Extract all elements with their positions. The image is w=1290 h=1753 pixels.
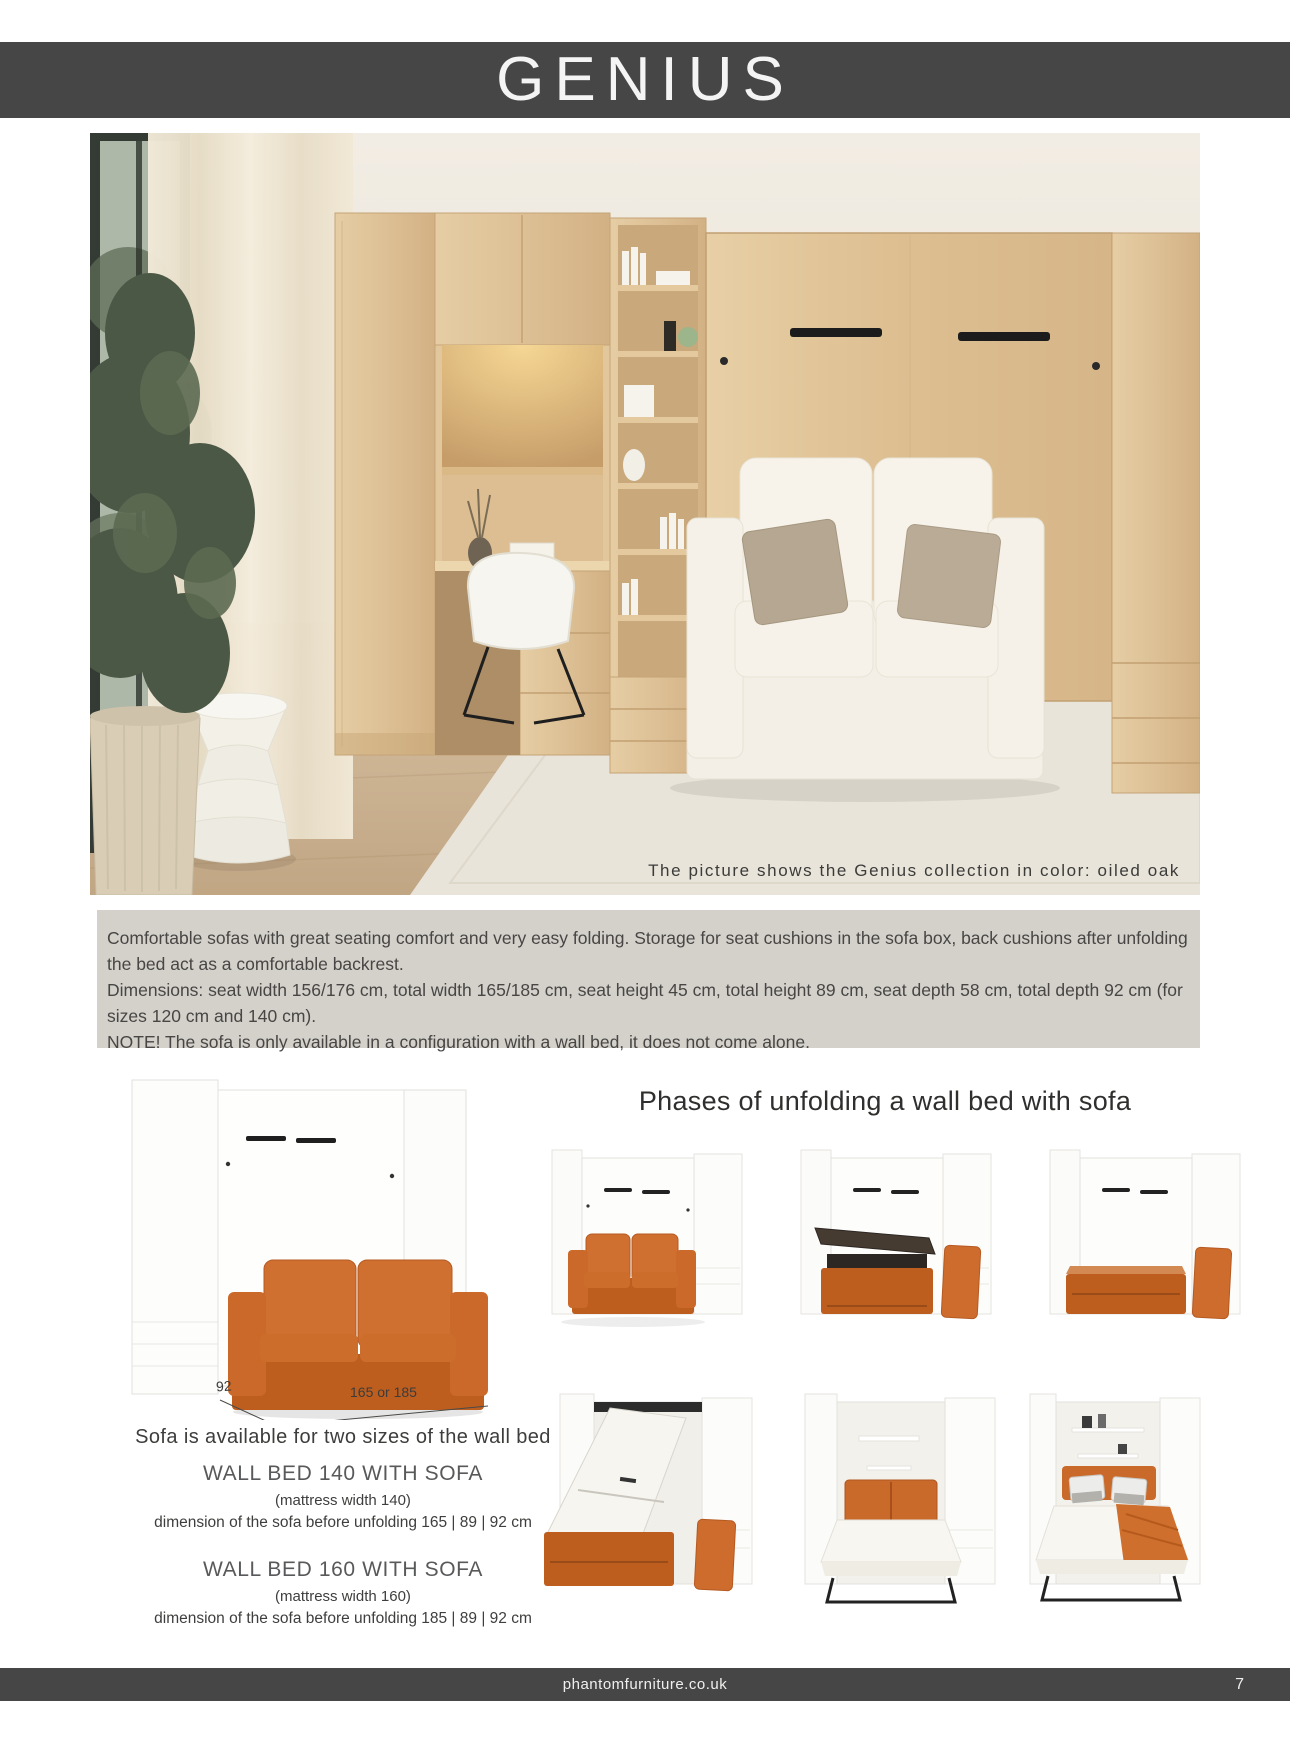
website-url: phantomfurniture.co.uk	[562, 1676, 728, 1693]
model-dimension: dimension of the sofa before unfolding 185 | 89 | 92 cm	[154, 1610, 532, 1627]
hero-photo	[90, 133, 1200, 895]
collection-title: GENIUS	[496, 45, 794, 114]
handle-right	[296, 1138, 336, 1143]
phase-3-box-flat	[1036, 1136, 1254, 1336]
handle-left	[246, 1136, 286, 1141]
phase-1-sofa-closed	[538, 1136, 756, 1336]
product-figure	[118, 1072, 566, 1420]
page-footer	[0, 1668, 1290, 1701]
model-140	[108, 1462, 578, 1532]
flat-sofa-base	[1066, 1266, 1186, 1314]
page-number: 7	[1235, 1675, 1244, 1693]
model-list	[108, 1462, 578, 1654]
phases-title: Phases of unfolding a wall bed with sofa	[638, 1086, 1132, 1116]
photo-caption: The picture shows the Genius collection in color: oiled oak	[648, 861, 1180, 880]
cushion-bundle	[694, 1519, 736, 1591]
vase-dark	[664, 321, 676, 351]
model-name: WALL BED 160 WITH SOFA	[202, 1558, 484, 1581]
description-paragraph-3: NOTE! The sofa is only available in a configuration with a wall bed, it does not come alone.	[107, 1032, 810, 1052]
page-header	[0, 42, 1290, 118]
description-paragraph-2: Dimensions: seat width 156/176 cm, total width 165/185 cm, seat height 45 cm, total height 89 cm, seat depth 58 cm, total depth 92 cm (for sizes 120 cm and 140 cm).	[107, 980, 1183, 1026]
model-mattress: (mattress width 140)	[275, 1492, 411, 1509]
model-160	[108, 1558, 578, 1628]
desk-unit	[435, 213, 610, 755]
oak-right-column	[1112, 233, 1200, 793]
dimension-width-label: 165 or 185	[350, 1384, 417, 1400]
vase-white	[623, 449, 645, 481]
model-mattress: (mattress width 160)	[275, 1588, 411, 1605]
bed-handle-left	[790, 328, 882, 337]
availability-note: Sofa is available for two sizes of the wall bed	[135, 1426, 551, 1448]
plant-small	[678, 327, 698, 347]
description-block	[97, 910, 1200, 1052]
cushion-bundle	[941, 1245, 981, 1319]
cushion-bundle	[1192, 1247, 1232, 1319]
model-dimension: dimension of the sofa before unfolding 165 | 89 | 92 cm	[154, 1514, 532, 1531]
dimension-depth-label: 92	[215, 1377, 233, 1395]
model-name: WALL BED 140 WITH SOFA	[202, 1462, 484, 1485]
open-sofa-box	[815, 1228, 935, 1314]
wall-bed-sofa-illustration	[118, 1072, 566, 1420]
phase-2-box-open	[787, 1136, 1005, 1336]
hero-scene-illustration	[90, 133, 1200, 895]
oak-wardrobe	[335, 213, 435, 755]
description-paragraph-1: Comfortable sofas with great seating comfort and very easy folding. Storage for seat cushions in the sofa box, back cushions after unfolding the bed act as a comfortable backrest.	[107, 928, 1188, 974]
phase-6-bed-made	[1020, 1380, 1205, 1616]
phase-5-bed-open	[775, 1380, 1010, 1616]
bed-handle-right	[958, 332, 1050, 341]
sofa-base-box	[544, 1532, 674, 1586]
phase-4-panel-lowering	[524, 1380, 764, 1616]
